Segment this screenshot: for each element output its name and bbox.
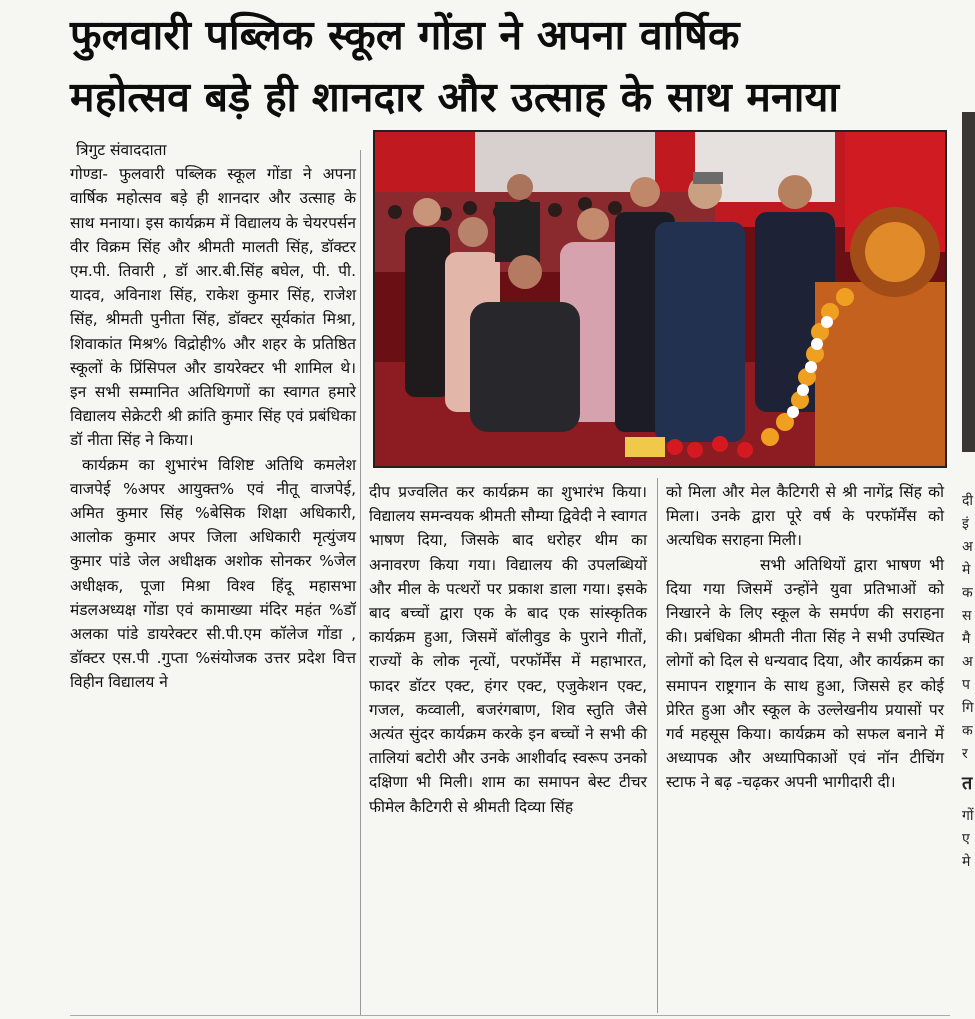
article-column-3 bbox=[666, 480, 944, 795]
event-photo-illustration bbox=[375, 132, 945, 466]
column-divider bbox=[657, 478, 658, 1013]
adjacent-article-edge: दी इं अ मे क स मै अ प गि क र त गों ए मे bbox=[962, 493, 974, 870]
adjacent-photo-edge bbox=[962, 112, 975, 452]
headline-line-1: फुलवारी पब्लिक स्कूल गोंडा ने अपना वार्षिक bbox=[70, 11, 740, 59]
article-column-1 bbox=[70, 138, 356, 695]
article-column-2 bbox=[369, 480, 647, 819]
column-divider bbox=[360, 150, 361, 1015]
headline-line-2: महोत्सव बड़े ही शानदार और उत्साह के साथ मनाया bbox=[70, 73, 840, 121]
column1-paragraph-1: गोण्डा- फुलवारी पब्लिक स्कूल गोंडा ने अपना वार्षिक महोत्सव बड़े ही शानदार और उत्साह के साथ मनाया। इस कार्यक्रम में विद्यालय के चेयरपर्सन वीर विक्रम सिंह और श्रीमती मालती सिंह, डॉक्टर एम.पी. तिवारी , डॉ आर.बी.सिंह बघेल, पी. पी. यादव, अविनाश सिंह, राकेश कुमार सिंह, राजेश सिंह, श्रीमती पुनीता सिंह, डॉक्टर सूर्यकांत मिश्रा, शिवाकांत मिश्र% विद्रोही% और शहर के प्रतिष्ठित स्कूलों के प्रिंसिपल और डायरेक्टर भी शामिल थे। इन सभी सम्मानित अतिथिगणों का स्वागत हमारे विद्यालय सेक्रेटरी श्री क्रांति कुमार सिंह एवं प्रबंधिका डॉ नीता सिंह ने किया। bbox=[70, 165, 356, 450]
byline: त्रिगुट संवाददाता bbox=[76, 141, 167, 159]
column3-paragraph-1: को मिला और मेल कैटिगरी से श्री नागेंद्र सिंह को मिला। उनके द्वारा पूरे वर्ष के परफॉर्मेंस को अत्यधिक सराहना मिली। bbox=[666, 483, 944, 550]
column1-paragraph-2: कार्यक्रम का शुभारंभ विशिष्ट अतिथि कमलेश वाजपेई %अपर आयुक्त% एवं नीतू वाजपेई, अमित कुमार सिंह %बेसिक शिक्षा अधिकारी, आलोक कुमार अपर जिला अधिकारी मृत्युंजय कुमार पांडे जेल अधीक्षक अशोक सोनकर %जेल अधीक्षक, पूजा मिश्रा विश्व हिंदू महासभा मंडलअध्यक्ष गोंडा एवं कामाख्या मंदिर महंत %डॉ अलका पांडे डायरेक्टर सी.पी.एम कॉलेज गोंडा , डॉक्टर एस.पी .गुप्ता %संयोजक उत्तर प्रदेश वित्त विहीन विद्यालय ने bbox=[70, 455, 356, 692]
bottom-rule bbox=[70, 1015, 950, 1016]
column3-paragraph-2: सभी अतिथियों द्वारा भाषण भी दिया गया जिसमें उन्होंने युवा प्रतिभाओं को निखारने के लिए स्कूल के समर्पण की सराहना की। प्रबंधिका श्रीमती नीता सिंह ने सभी उपस्थित लोगों को दिल से धन्यवाद दिया, और कार्यक्रम का समापन राष्ट्रगान के साथ हुआ, जिससे हर कोई प्रेरित हुआ और स्कूल के उल्लेखनीय प्रयासों पर गर्व महसूस किया। कार्यक्रम को सफल बनाने में अध्यापक और अध्यापिकाओं एवं नॉन टीचिंग स्टाफ ने बढ़ -चढ़कर अपनी भागीदारी दी। bbox=[666, 555, 944, 792]
event-photo bbox=[373, 130, 947, 468]
headline bbox=[70, 4, 960, 128]
column2-paragraph-1: दीप प्रज्वलित कर कार्यक्रम का शुभारंभ किया। विद्यालय समन्वयक श्रीमती सौम्या द्विवेदी ने स्वागत भाषण दिया, जिसके बाद धरोहर थीम का अनावरण किया गया। विद्यालय की उपलब्धियों और मील के पत्थरों पर प्रकाश डाला गया। इसके बाद बच्चों द्वारा एक के बाद एक सांस्कृतिक कार्यक्रम हुआ, जिसमें बॉलीवुड के पुराने गीतों, राज्यों के लोक नृत्यों, परफॉर्मेंस में महाभारत, फादर डॉटर एक्ट, हंगर एक्ट, एजुकेशन एक्ट, गजल, कव्वाली, बजरंगबाण, शिव स्तुति जैसे अत्यंत सुंदर कार्यक्रम करके इन बच्चों ने सभी की तालियां बटोरी और उनके आशीर्वाद स्वरूप उनको दक्षिणा भी मिली। शाम का समापन बेस्ट टीचर फीमेल कैटिगरी से श्रीमती दिव्या सिंह bbox=[369, 483, 647, 816]
